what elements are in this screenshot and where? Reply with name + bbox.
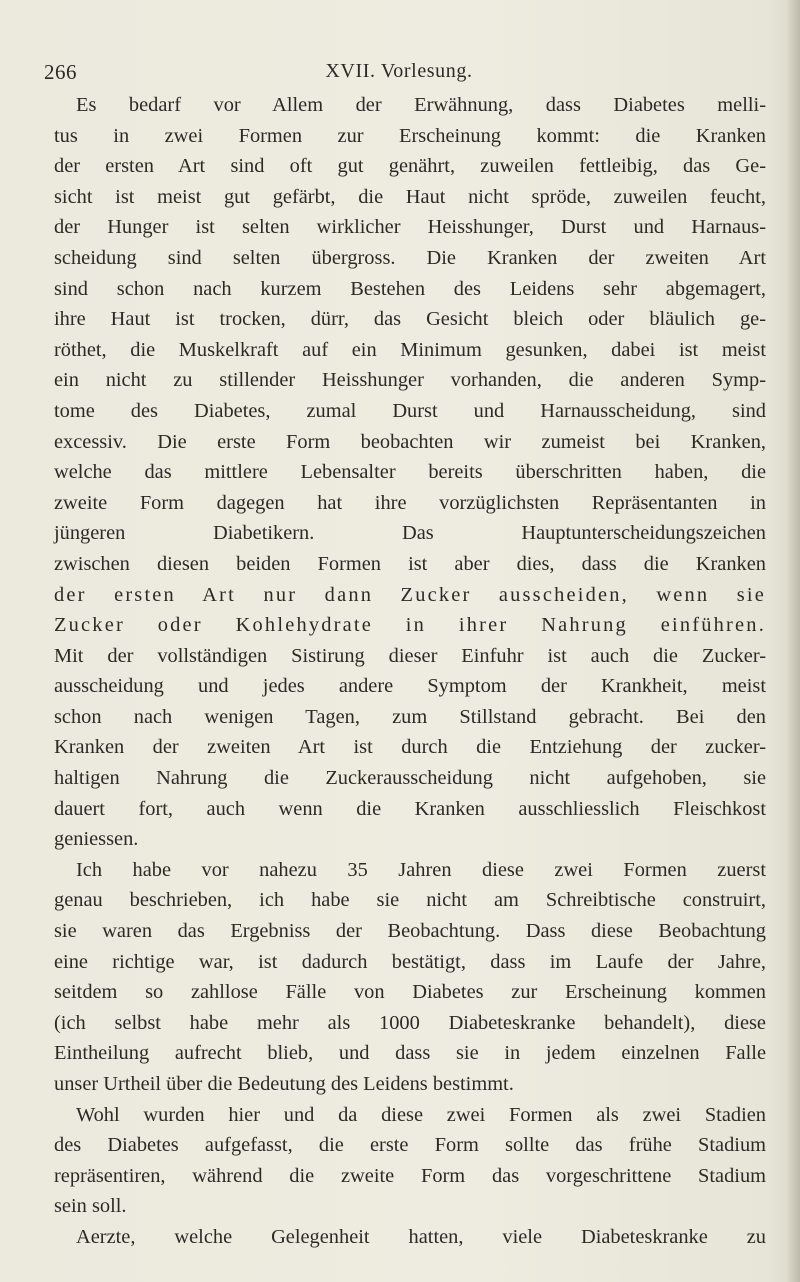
text-line: Wohl wurden hier und da diese zwei Formen als zwei Stadien [76,1103,766,1126]
text-line: sein soll. [54,1195,127,1218]
text-line: Zucker oder Kohlehydrate in ihrer Nahrung einführen. [54,614,766,637]
text-line: zweite Form dagegen hat ihre vorzüglichsten Repräsentanten in [54,491,766,514]
text-line: sicht ist meist gut gefärbt, die Haut nicht spröde, zuweilen feucht, [54,185,766,208]
text-line: excessiv. Die erste Form beobachten wir zumeist bei Kranken, [54,430,766,453]
text-line: ausscheidung und jedes andere Symptom der Krankheit, meist [54,675,766,698]
text-line: haltigen Nahrung die Zuckerausscheidung nicht aufgehoben, sie [54,767,766,790]
text-line: sie waren das Ergebniss der Beobachtung. Dass diese Beobachtung [54,920,766,943]
text-line: jüngeren Diabetikern. Das Hauptunterscheidungszeichen [54,522,766,545]
text-line: Eintheilung aufrecht blieb, und dass sie in jedem einzelnen Falle [54,1042,766,1065]
text-line: repräsentiren, während die zweite Form das vorgeschrittene Stadium [54,1164,766,1187]
text-line: dauert fort, auch wenn die Kranken ausschliesslich Fleischkost [54,797,766,820]
text-line: geniessen. [54,828,139,851]
text-line: Ich habe vor nahezu 35 Jahren diese zwei Formen zuerst [76,858,766,881]
running-head: XVII. Vorlesung. [325,60,473,82]
text-line: seitdem so zahllose Fälle von Diabetes zur Erscheinung kommen [54,981,766,1004]
page-number: 266 [44,60,77,84]
text-line: zwischen diesen beiden Formen ist aber dies, dass die Kranken [54,552,766,575]
page-edge-shadow [786,0,800,1282]
page-header [44,60,754,90]
text-line: Es bedarf vor Allem der Erwähnung, dass Diabetes melli- [76,94,766,116]
text-line: scheidung sind selten übergross. Die Kranken der zweiten Art [54,246,766,269]
text-line: genau beschrieben, ich habe sie nicht am Schreibtische construirt, [54,889,766,912]
text-line: röthet, die Muskelkraft auf ein Minimum gesunken, dabei ist meist [54,338,766,361]
text-line: ein nicht zu stillender Heisshunger vorhanden, die anderen Symp- [54,369,766,392]
text-line: sind schon nach kurzem Bestehen des Leidens sehr abgemagert, [54,277,766,300]
text-line: der ersten Art nur dann Zucker ausscheiden, wenn sie [54,583,766,606]
text-line: des Diabetes aufgefasst, die erste Form sollte das frühe Stadium [54,1134,766,1157]
text-line: der ersten Art sind oft gut genährt, zuweilen fettleibig, das Ge- [54,155,766,178]
text-line: ihre Haut ist trocken, dürr, das Gesicht bleich oder bläulich ge- [54,308,766,331]
text-line: eine richtige war, ist dadurch bestätigt, dass im Laufe der Jahre, [54,950,766,973]
text-line: Mit der vollständigen Sistirung dieser Einfuhr ist auch die Zucker- [54,644,766,667]
text-line: tus in zwei Formen zur Erscheinung kommt: die Kranken [54,124,766,147]
text-line: tome des Diabetes, zumal Durst und Harnausscheidung, sind [54,399,766,422]
text-line: Kranken der zweiten Art ist durch die Entziehung der zucker- [54,736,766,759]
text-line: welche das mittlere Lebensalter bereits überschritten haben, die [54,461,766,484]
body-text [54,90,766,1253]
text-line: unser Urtheil über die Bedeutung des Leidens bestimmt. [54,1073,514,1095]
text-line: (ich selbst habe mehr als 1000 Diabeteskranke behandelt), diese [54,1011,766,1034]
text-line: der Hunger ist selten wirklicher Heisshunger, Durst und Harnaus- [54,216,766,239]
text-line: schon nach wenigen Tagen, zum Stillstand gebracht. Bei den [54,705,766,728]
text-line: Aerzte, welche Gelegenheit hatten, viele Diabeteskranke zu [76,1225,766,1248]
